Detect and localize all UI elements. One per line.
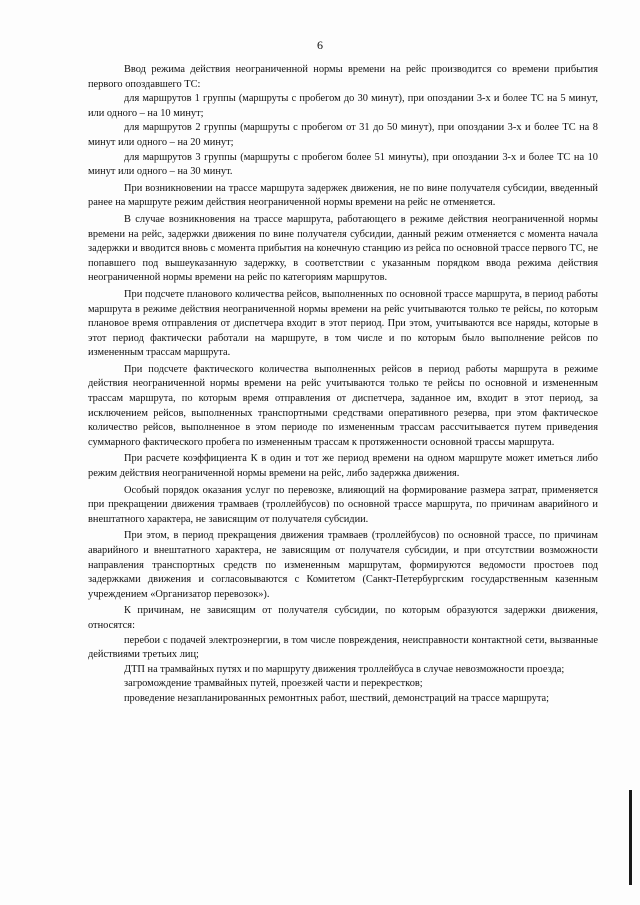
scan-edge-mark — [629, 790, 632, 885]
paragraph: Особый порядок оказания услуг по перевозке, влияющий на формирование размера затрат, применяется при прекращении движения трамваев (троллейбусов) по основной трассе маршрута, по причинам аварийного и внештатного характера, не зависящим от получателя субсидии. — [88, 484, 598, 525]
list-item: загромождение трамвайных путей, проезжей части и перекрестков; — [124, 678, 423, 690]
paragraph: К причинам, не зависящим от получателя субсидии, по которым образуются задержки движения, относятся: — [88, 605, 598, 631]
paragraph: для маршрутов 1 группы (маршруты с пробегом до 30 минут), при опоздании 3-х и более ТС на 5 минут, или одного – на 10 минут; — [88, 93, 598, 119]
paragraph: Ввод режима действия неограниченной нормы времени на рейс производится со времени прибытия первого опоздавшего ТС: — [88, 64, 598, 90]
paragraph: В случае возникновения на трассе маршрута, работающего в режиме действия неограниченной нормы времени на рейс, задержки движения по вине получателя субсидии, данный режим отменяется с момента начала задержки и вводится вновь с момента прибытия на конечную станцию из рейса по основной трассе первого ТС, не попавшего под вышеуказанную задержку, в соответствии с указанным порядком ввода режима действия неограниченной нормы времени на рейс по категориям маршрутов. — [88, 213, 598, 284]
paragraph: для маршрутов 3 группы (маршруты с пробегом более 51 минуты), при опоздании 3-х и более ТС на 10 минут или одного – на 30 минут. — [88, 151, 598, 178]
paragraph: При расчете коэффициента К в один и тот же период времени на одном маршруте может иметься либо режим действия неограниченной нормы времени на рейс, либо задержка движения. — [88, 453, 598, 480]
list-item: ДТП на трамвайных путях и по маршруту движения троллейбуса в случае невозможности проезда; — [124, 663, 565, 675]
document-body — [88, 63, 598, 707]
paragraph: При подсчете фактического количества выполненных рейсов в период работы маршрута в режиме действия неограниченной нормы времени на рейс учитываются только те рейсы по основной и измененным трассам маршрута, по которым время отправления от диспетчера, заданное им, входит в этот период, за исключением рейсов, выполненных транспортными средствами оперативного резерва, при этом фактическое количество рейсов, выполненное в этом периоде по измененным трассам рассчитывается путем приведения суммарного фактического пробега по измененным трассам к протяженности основной трассы маршрута. — [88, 363, 598, 448]
list-item: проведение незапланированных ремонтных работ, шествий, демонстраций на трассе маршрута; — [124, 692, 550, 704]
page-number: 6 — [317, 38, 323, 52]
paragraph: При подсчете планового количества рейсов, выполненных по основной трассе маршрута, в период работы маршрута в режиме действия неограниченной нормы времени на рейс учитываются только те рейсы, по которым плановое время отправления от диспетчера входит в этот период. При этом, учитываются все наряды, которые в этот период фактически работали на маршруте, в том числе и по которым было выполнение рейсов по измененным трассам маршрута. — [88, 288, 598, 359]
list-item: перебои с подачей электроэнергии, в том числе повреждения, неисправности контактной сети, вызванные действиями третьих лиц; — [88, 634, 598, 661]
paragraph: для маршрутов 2 группы (маршруты с пробегом от 31 до 50 минут), при опоздании 3-х и более ТС на 8 минут или одного – на 20 минут; — [88, 122, 598, 148]
paragraph: При этом, в период прекращения движения трамваев (троллейбусов) по основной трассе, по причинам аварийного и внештатного характера, не зависящим от получателя субсидии, и при отсутствии возможности направления транспортных средств по измененным маршрутам, формируются ведомости простоев под задержками движения и согласовываются с Комитетом (Санкт-Петербургским государственным казенным учреждением «Организатор перевозок»). — [88, 530, 598, 600]
paragraph: При возникновении на трассе маршрута задержек движения, не по вине получателя субсидии, введенный ранее на маршруте режим действия неограниченной нормы времени на рейс не отменяется. — [88, 182, 598, 209]
